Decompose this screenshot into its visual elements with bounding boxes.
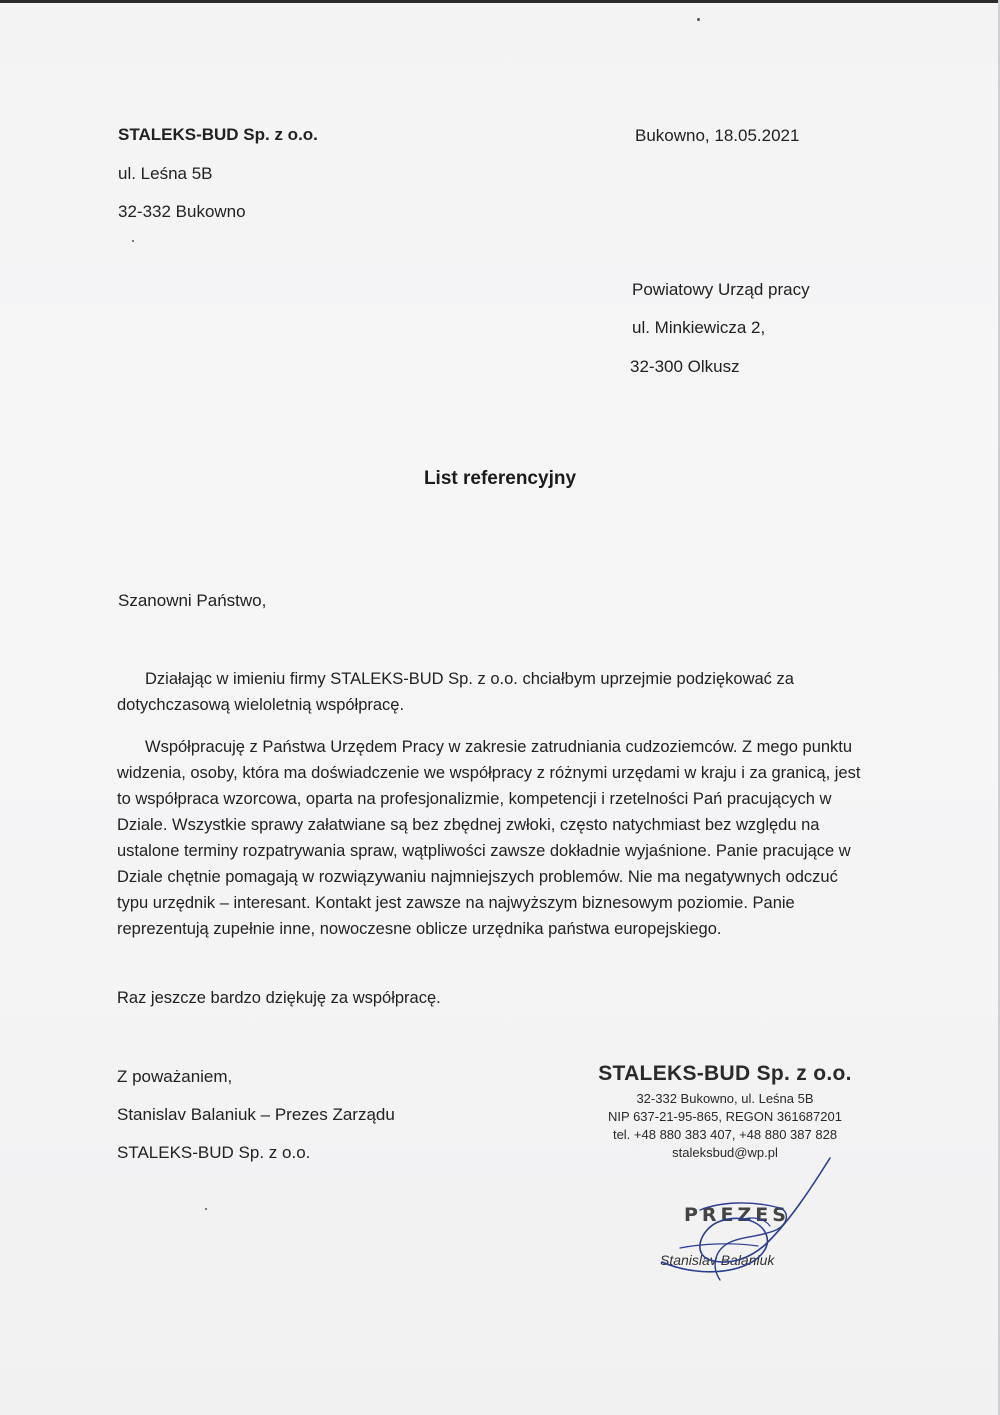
recipient-street: ul. Minkiewicza 2, [632, 318, 766, 337]
stamp-address: 32-332 Bukowno, ul. Leśna 5B [636, 1091, 814, 1106]
paragraph: Działając w imieniu firmy STALEKS-BUD Sp. z o.o. chciałbym uprzejmie podziękować za dotychczasową wieloletnią współpracę. [117, 670, 794, 714]
handwritten-signature [640, 1150, 850, 1290]
letter-body [117, 734, 867, 942]
scan-speck [697, 18, 700, 21]
place-date: Bukowno, 18.05.2021 [635, 126, 800, 145]
sender-company: STALEKS-BUD Sp. z o.o. [118, 125, 318, 144]
salutation: Szanowni Państwo, [118, 591, 267, 610]
recipient-name: Powiatowy Urząd pracy [632, 280, 810, 299]
letter-body [117, 666, 867, 718]
paragraph: Raz jeszcze bardzo dziękuję za współpracę. [117, 989, 441, 1007]
stamp-person-name: Stanislav Balaniuk [660, 1252, 775, 1268]
sender-street: ul. Leśna 5B [118, 164, 213, 183]
sender-city: 32-332 Bukowno [118, 202, 246, 221]
stamp-ids: NIP 637-21-95-865, REGON 361687201 [608, 1109, 842, 1124]
recipient-city: 32-300 Olkusz [630, 357, 740, 376]
scan-top-edge [0, 0, 1000, 3]
stamp-company: STALEKS-BUD Sp. z o.o. [598, 1062, 852, 1085]
closing-greeting: Z poważaniem, [117, 1067, 233, 1086]
stamp-phone: tel. +48 880 383 407, +48 880 387 828 [612, 1127, 838, 1142]
closing-signer: Stanislav Balaniuk – Prezes Zarządu [117, 1105, 395, 1124]
company-stamp [560, 1062, 890, 1162]
closing-company: STALEKS-BUD Sp. z o.o. [117, 1143, 311, 1162]
stamp-email: staleksbud@wp.pl [672, 1145, 778, 1160]
scan-speck [205, 1208, 207, 1210]
paragraph: Współpracuję z Państwa Urzędem Pracy w zakresie zatrudniania cudzoziemców. Z mego punktu widzenia, osoby, która ma doświadczenie we współpracy z różnymi urzędami w kraju i za granicą, jest to współpraca wzorcowa, oparta na profesjonalizmie, kompetencji i rzetelności Pań pracujących w Dziale. Wszystkie sprawy załatwiane są bez zbędnej zwłoki, często natychmiast bez względu na ustalone terminy rozpatrywania spraw, wątpliwości zawsze dokładnie wyjaśnione. Panie pracujące w Dziale chętnie pomagają w rozwiązywaniu najmniejszych problemów. Nie ma negatywnych odczuć typu urzędnik – interesant. Kontakt jest zawsze na najwyższym biznesowym poziomie. Panie reprezentują zupełnie inne, nowoczesne oblicze urzędnika państwa europejskiego. [117, 738, 861, 938]
stamp-role: PREZES [684, 1204, 790, 1226]
scan-speck [132, 240, 134, 242]
letter-body [117, 985, 867, 1011]
letter-title: List referencyjny [423, 468, 577, 489]
